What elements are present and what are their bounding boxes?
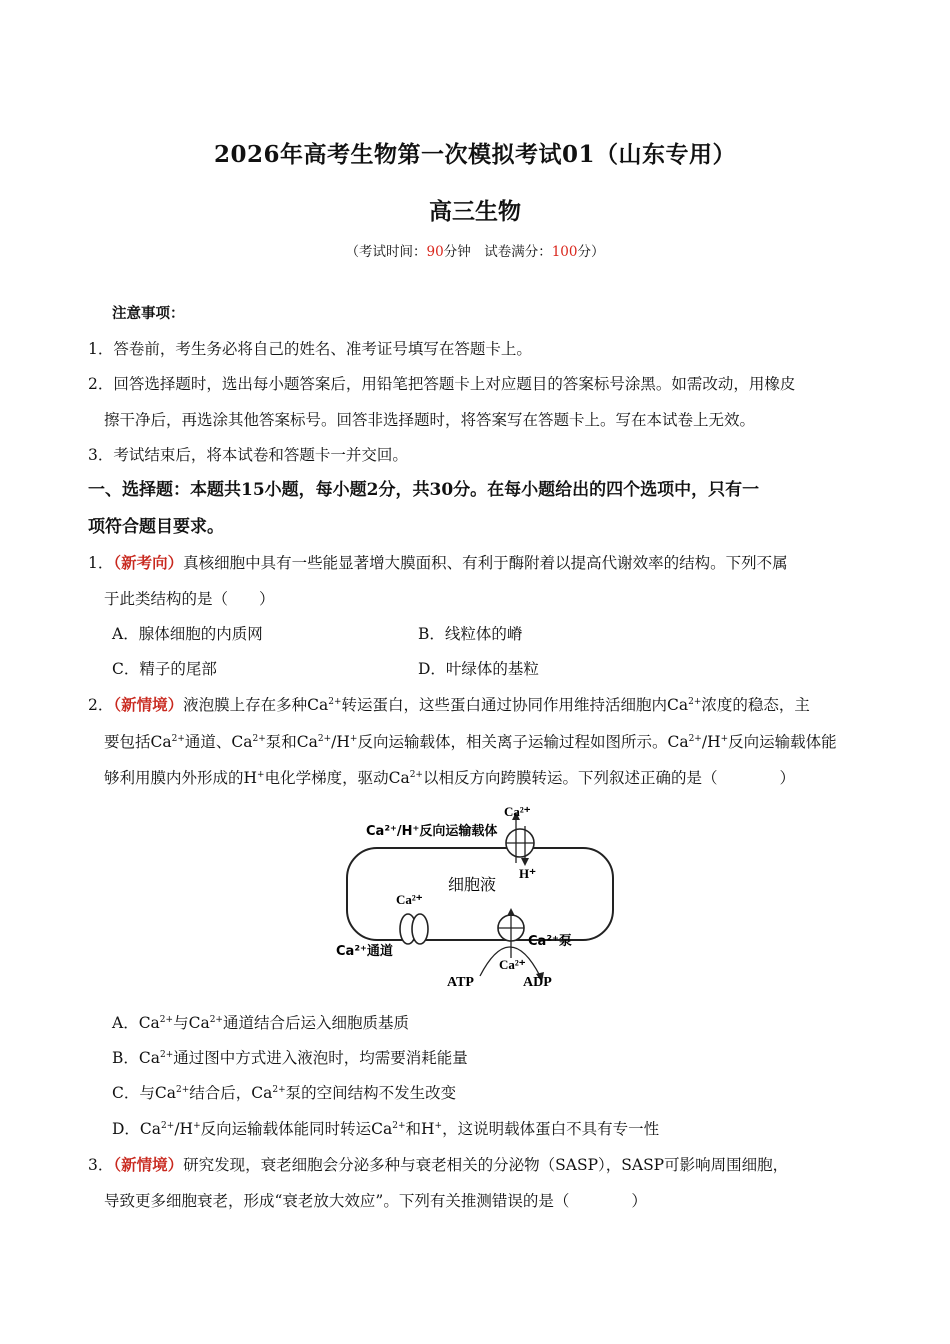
q2-d-text: 和H (405, 1120, 435, 1138)
h-plus-label: H⁺ (519, 866, 536, 881)
q2-a-text: 与Ca (173, 1014, 210, 1032)
sup: 2+ (159, 1015, 174, 1025)
section-heading-2: 项符合题目要求。 (88, 517, 224, 537)
q2-text: 反向运输载体，相关离子运输过程如图所示。Ca (357, 733, 689, 751)
note-1: 1．答卷前，考生务必将自己的姓名、准考证号填写在答题卡上。 (88, 340, 532, 358)
time-label: （考试时间： (345, 244, 427, 260)
q2-text: 泵和Ca (265, 733, 318, 751)
q2-tag: （新情境） (113, 695, 184, 714)
q2-c-text: 结合后，Ca (189, 1084, 273, 1102)
q1-number: 1． (88, 554, 114, 572)
exam-info (0, 240, 950, 260)
q2-c-text: 泵的空间结构不发生改变 (285, 1084, 457, 1102)
sup: 2+ (252, 734, 266, 744)
sup: 2+ (161, 1121, 175, 1131)
sup: 2+ (688, 734, 702, 744)
note-2a: 2．回答选择题时，选出每小题答案后，用铅笔把答题卡上对应题目的答案标号涂黑。如需改动，用橡皮 (88, 375, 796, 393)
score-value: 100 (551, 244, 578, 260)
sup: 2+ (409, 770, 423, 780)
q1-stem-2: 于此类结构的是（ ） (104, 590, 275, 608)
q2-text: 要包括Ca (104, 733, 172, 751)
q2-c-text: C．与Ca (112, 1084, 176, 1102)
q2-text: /H (701, 733, 721, 751)
pump-ion-label: Ca²⁺ (499, 957, 526, 972)
sup: + (257, 770, 265, 780)
score-unit: 分） (577, 244, 605, 260)
q2-option-c (112, 1083, 456, 1103)
channel-label: Ca²⁺通道 (336, 944, 393, 959)
q2-number: 2． (88, 696, 114, 714)
q2-text: 转运蛋白，这些蛋白通过协同作用维持活细胞内Ca (341, 696, 689, 714)
exam-title: 2026年高考生物第一次模拟考试01（山东专用） (213, 141, 737, 168)
sup: 2+ (328, 697, 342, 707)
q2-d-text: /H (174, 1120, 194, 1138)
q2-d-text: 反向运输载体能同时转运Ca (200, 1120, 393, 1138)
q1-option-a: A．腺体细胞的内质网 (112, 625, 263, 643)
q2-text: 液泡膜上存在多种Ca (183, 696, 329, 714)
q1-option-d: D．叶绿体的基粒 (418, 660, 539, 678)
q1-option-c: C．精子的尾部 (112, 660, 217, 678)
pump-label: Ca²⁺泵 (528, 934, 572, 949)
score-label: 分钟 试卷满分： (443, 244, 552, 260)
vacuole-membrane (347, 848, 613, 940)
sup: + (720, 734, 729, 744)
q2-text: 通道、Ca (184, 733, 253, 751)
sup: 2+ (317, 734, 332, 744)
arrowhead (521, 858, 529, 866)
q2-text: 电化学梯度，驱动Ca (264, 769, 410, 787)
q2-stem-2 (104, 732, 837, 752)
q3-text: 研究发现，衰老细胞会分泌多种与衰老相关的分泌物（SASP），SASP可影响周围细胞， (183, 1156, 789, 1174)
exam-subject: 高三生物 (429, 198, 521, 225)
vacuole-sap-label: 细胞液 (448, 875, 497, 894)
note-2b: 擦干净后，再选涂其他答案标号。回答非选择题时，将答案写在答题卡上。写在本试卷上无效。 (104, 411, 756, 429)
vacuole-transport-diagram (330, 798, 620, 993)
ca-top-label: Ca²⁺ (504, 804, 531, 819)
sup: 2+ (175, 1085, 190, 1095)
q2-a-text: 通道结合后运入细胞质基质 (222, 1014, 409, 1032)
q1-stem-1 (88, 553, 788, 573)
channel-right (412, 914, 428, 944)
sup: 2+ (272, 1085, 286, 1095)
antiporter-label: Ca²⁺/H⁺反向运输载体 (366, 824, 498, 839)
sup: + (349, 734, 358, 744)
section-heading-1: 一、选择题：本题共15小题，每小题2分，共30分。在每小题给出的四个选项中，只有一 (88, 480, 760, 500)
q1-tag: （新考向） (113, 553, 184, 572)
q2-option-d (112, 1119, 659, 1139)
q1-text: 真核细胞中具有一些能显著增大膜面积、有利于酶附着以提高代谢效率的结构。下列不属 (183, 554, 788, 572)
sup: + (434, 1121, 443, 1131)
q2-text: 够利用膜内外形成的H (104, 769, 258, 787)
adp-label: ADP (523, 975, 552, 990)
q2-d-text: ，这说明载体蛋白不具有专一性 (442, 1120, 660, 1138)
note-3: 3．考试结束后，将本试卷和答题卡一并交回。 (88, 446, 408, 464)
atp-label: ATP (447, 975, 474, 990)
q2-text: /H (331, 733, 350, 751)
notes-heading: 注意事项： (112, 305, 185, 322)
sup: 2+ (171, 734, 185, 744)
arrowhead (507, 908, 515, 916)
q2-text: 反向运输载体能 (728, 733, 837, 751)
q2-a-text: A．Ca (112, 1014, 160, 1032)
q2-b-text: 通过图中方式进入液泡时，均需要消耗能量 (173, 1049, 468, 1067)
sup: 2+ (392, 1121, 406, 1131)
sup: + (193, 1121, 201, 1131)
sup: 2+ (209, 1015, 223, 1025)
q3-tag: （新情境） (113, 1155, 184, 1174)
q2-b-text: B．Ca (112, 1049, 160, 1067)
q3-stem-2: 导致更多细胞衰老，形成“衰老放大效应”。下列有关推测错误的是（ ） (104, 1192, 647, 1210)
q2-stem-1 (88, 695, 810, 715)
q3-number: 3． (88, 1156, 114, 1174)
sup: 2+ (160, 1050, 174, 1060)
q3-stem-1 (88, 1155, 788, 1175)
channel-ion-label: Ca²⁺ (396, 892, 423, 907)
q2-text: 以相反方向跨膜转运。下列叙述正确的是（ ） (422, 769, 795, 787)
q2-stem-3 (104, 768, 795, 788)
q2-option-a (112, 1013, 409, 1033)
time-value: 90 (426, 244, 444, 260)
sup: 2+ (688, 697, 702, 707)
q1-option-b: B．线粒体的嵴 (418, 625, 523, 643)
q2-option-b (112, 1048, 468, 1068)
q2-text: 浓度的稳态，主 (701, 696, 810, 714)
q2-d-text: D．Ca (112, 1120, 162, 1138)
